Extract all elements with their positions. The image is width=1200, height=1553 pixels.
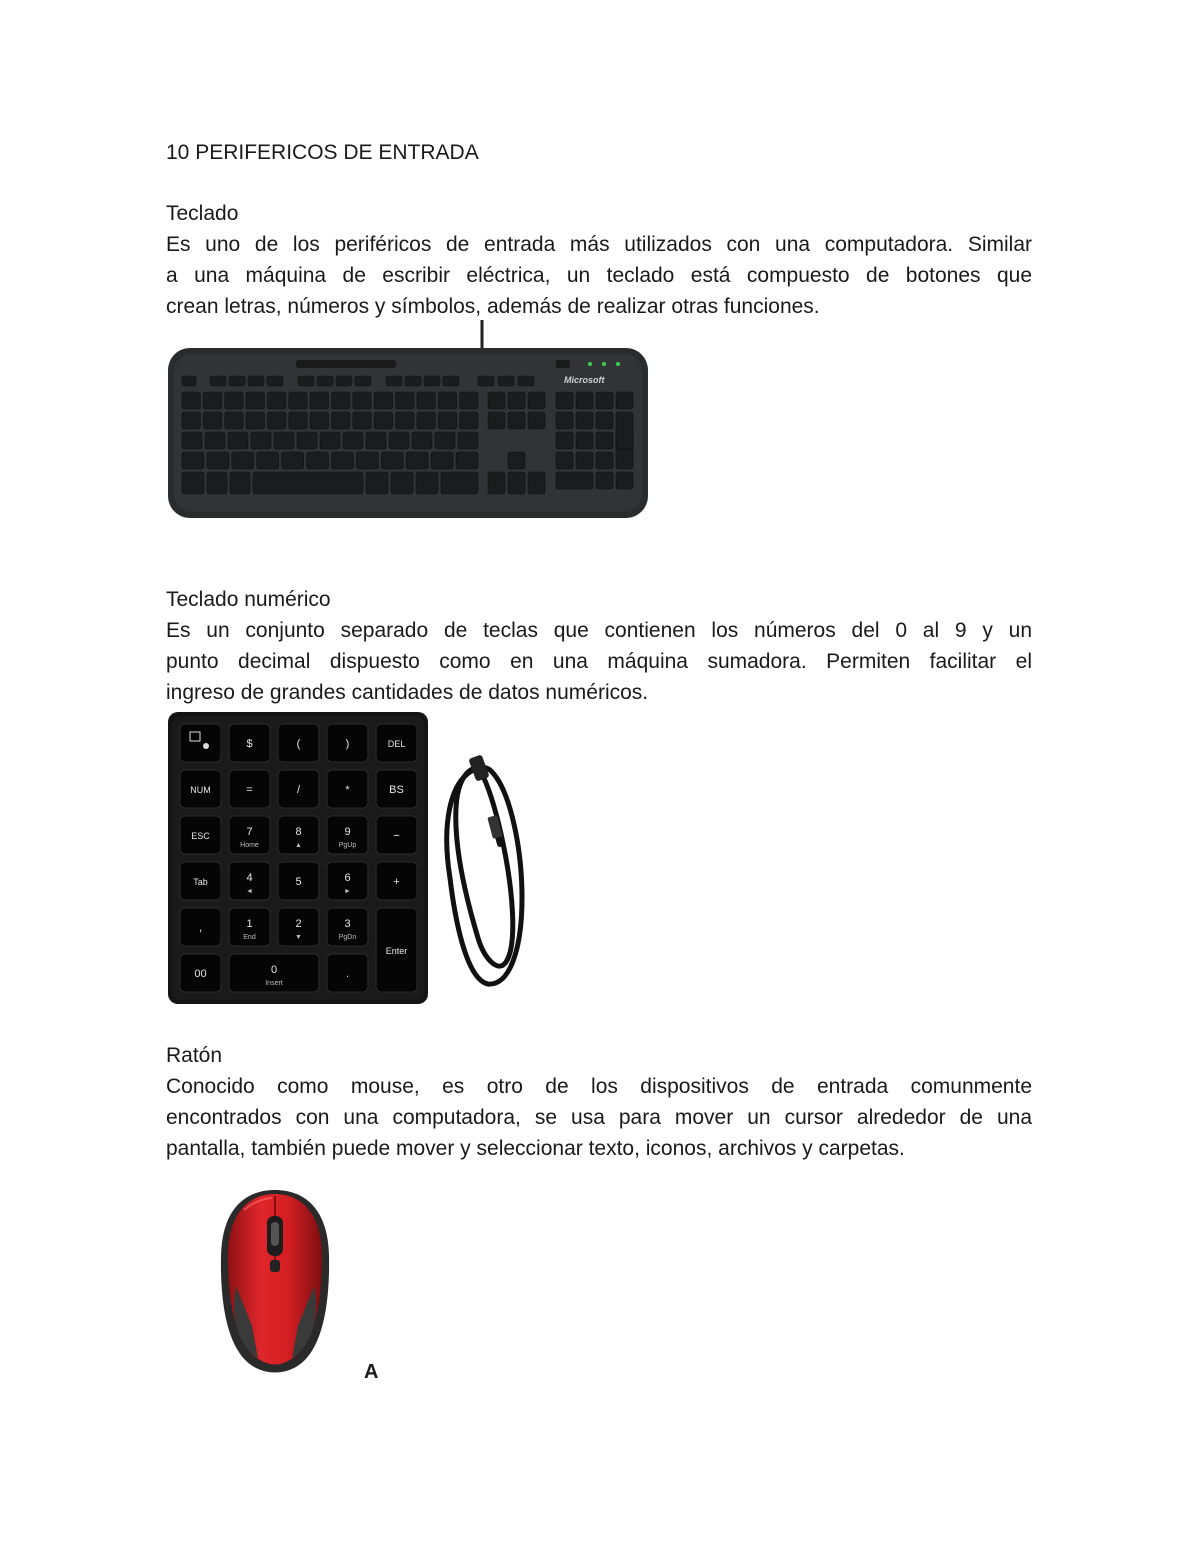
- keyboard-key: [424, 376, 440, 386]
- keyboard-key: [182, 376, 196, 386]
- keyboard-key: [307, 452, 329, 469]
- keyboard-key: [320, 432, 340, 449]
- numpad-key: [327, 770, 368, 808]
- svg-text:=: =: [246, 784, 253, 796]
- keyboard-key: [508, 412, 525, 429]
- section-heading-teclado-numerico: Teclado numérico: [166, 588, 331, 611]
- keyboard-key: [488, 472, 505, 494]
- keyboard-key: [438, 392, 456, 409]
- svg-text:BS: BS: [389, 784, 404, 796]
- keyboard-key: [182, 412, 200, 429]
- svg-text:NUM: NUM: [190, 785, 211, 795]
- keyboard-photo: [166, 320, 650, 522]
- numpad-key: [327, 862, 368, 900]
- keyboard-key: [498, 376, 514, 386]
- keyboard-key: [528, 412, 545, 429]
- keyboard-key: [366, 432, 386, 449]
- keyboard-key: [332, 392, 350, 409]
- keyboard-key: [456, 452, 478, 469]
- svg-text:Tab: Tab: [193, 877, 208, 887]
- document-title: 10 PERIFERICOS DE ENTRADA: [166, 141, 479, 164]
- keyboard-key: [435, 432, 455, 449]
- keyboard-key: [317, 376, 333, 386]
- keyboard-key: [298, 376, 314, 386]
- keyboard-key: [356, 452, 378, 469]
- keyboard-key: [508, 472, 525, 494]
- keyboard-key: [417, 412, 435, 429]
- keyboard-key: [205, 432, 225, 449]
- keyboard-key: [225, 412, 243, 429]
- numpad-key: [229, 908, 270, 946]
- svg-text:2: 2: [295, 918, 302, 930]
- svg-text:PgUp: PgUp: [338, 842, 357, 849]
- svg-text:8: 8: [295, 826, 302, 838]
- numpad-key: [376, 862, 417, 900]
- numpad-key: [376, 908, 417, 992]
- keyboard-key: [576, 392, 593, 409]
- numpad-photo: [166, 708, 430, 1006]
- keyboard-key: [353, 412, 371, 429]
- numpad-key: [327, 908, 368, 946]
- text-line: encontrados con una computadora, se usa para mover un cursor alrededor de una: [166, 1106, 1032, 1129]
- keyboard-key: [203, 412, 221, 429]
- keyboard-key: [353, 392, 371, 409]
- svg-text:): ): [345, 738, 350, 750]
- keyboard-key: [332, 412, 350, 429]
- numpad-key: [180, 908, 221, 946]
- section-heading-raton: Ratón: [166, 1044, 223, 1067]
- numpad-key: [229, 816, 270, 854]
- section-text-raton: [166, 1071, 1032, 1164]
- numpad-key: [229, 770, 270, 808]
- keyboard-key: [596, 472, 613, 489]
- keyboard-key: [336, 376, 352, 386]
- keyboard-key: [431, 452, 453, 469]
- keyboard-key: [225, 392, 243, 409]
- svg-text:7: 7: [246, 826, 253, 838]
- keyboard-key: [182, 452, 204, 469]
- keyboard-key: [596, 392, 613, 409]
- keyboard-key: [416, 472, 438, 494]
- svg-text:0: 0: [270, 964, 278, 976]
- keyboard-key: [282, 452, 304, 469]
- keyboard-key: [405, 376, 421, 386]
- svg-text:00: 00: [194, 968, 207, 980]
- keyboard-key: [576, 412, 593, 429]
- section-text-teclado-numerico: [166, 615, 1032, 708]
- keyboard-key: [267, 376, 283, 386]
- svg-text:9: 9: [344, 826, 351, 838]
- svg-text:6: 6: [344, 872, 351, 884]
- keyboard-key: [391, 472, 413, 494]
- keyboard-key: [251, 432, 271, 449]
- numpad-key: [180, 770, 221, 808]
- svg-text:*: *: [345, 784, 350, 796]
- keyboard-key: [518, 376, 534, 386]
- keyboard-key: [246, 412, 264, 429]
- keyboard-key: [207, 472, 227, 494]
- keyboard-key: [576, 432, 593, 449]
- svg-text:PgDn: PgDn: [338, 934, 357, 941]
- numpad-key: [327, 816, 368, 854]
- numpad-key: [327, 954, 368, 992]
- keyboard-key: [528, 472, 545, 494]
- numpad-key: [278, 908, 319, 946]
- numpad-key: [376, 816, 417, 854]
- keyboard-key: [332, 452, 354, 469]
- keyboard-key: [374, 392, 392, 409]
- svg-text:Insert: Insert: [265, 980, 283, 987]
- keyboard-key: [230, 472, 250, 494]
- svg-text:Enter: Enter: [385, 946, 408, 956]
- keyboard-key: [182, 472, 204, 494]
- keyboard-key: [267, 412, 285, 429]
- numpad-key: [278, 816, 319, 854]
- usb-cable-photo: [438, 748, 534, 990]
- numpad-key: [376, 770, 417, 808]
- keyboard-key: [232, 452, 254, 469]
- text-line: Es un conjunto separado de teclas que contienen los números del 0 al 9 y un: [166, 619, 1032, 642]
- keyboard-key: [248, 376, 264, 386]
- keyboard-key: [616, 472, 633, 489]
- keyboard-key: [460, 392, 478, 409]
- svg-text:►: ►: [344, 888, 351, 895]
- text-line: ingreso de grandes cantidades de datos numéricos.: [166, 681, 649, 704]
- section-heading-teclado: Teclado: [166, 202, 239, 225]
- text-line: punto decimal dispuesto como en una máquina sumadora. Permiten facilitar el: [166, 650, 1032, 673]
- numpad-key: [327, 724, 368, 762]
- text-line: pantalla, también puede mover y seleccionar texto, iconos, archivos y carpetas.: [166, 1137, 905, 1160]
- keyboard-key: [528, 392, 545, 409]
- svg-text:(: (: [296, 738, 301, 750]
- numpad-key: [278, 724, 319, 762]
- numpad-key: [376, 724, 417, 762]
- keyboard-key: [576, 452, 593, 469]
- keyboard-key: [289, 392, 307, 409]
- keyboard-key: [289, 412, 307, 429]
- keyboard-key: [366, 472, 388, 494]
- svg-text:/: /: [296, 784, 301, 796]
- keyboard-key: [438, 412, 456, 429]
- keyboard-key: [182, 392, 200, 409]
- section-text-teclado: [166, 229, 1032, 322]
- keyboard-key: [616, 412, 633, 449]
- keyboard-key: [441, 472, 478, 494]
- keyboard-key: [478, 376, 494, 386]
- text-line: Conocido como mouse, es otro de los dispositivos de entrada comunmente: [166, 1075, 1032, 1098]
- keyboard-key: [207, 452, 229, 469]
- svg-text:◄: ◄: [246, 888, 253, 895]
- numpad-key: [229, 862, 270, 900]
- svg-text:End: End: [243, 934, 256, 941]
- svg-text:5: 5: [295, 876, 302, 888]
- keyboard-key: [274, 432, 294, 449]
- svg-text:4: 4: [246, 872, 253, 884]
- keyboard-key: [417, 392, 435, 409]
- keyboard-key: [257, 452, 279, 469]
- keyboard-key: [386, 376, 402, 386]
- svg-text:$: $: [246, 738, 253, 750]
- text-line: crean letras, números y símbolos, además de realizar otras funciones.: [166, 295, 820, 318]
- keyboard-key: [182, 432, 202, 449]
- svg-text:▼: ▼: [295, 934, 302, 941]
- keyboard-key: [389, 432, 409, 449]
- keyboard-key: [596, 412, 613, 429]
- keyboard-brand-logo: Microsoft: [564, 375, 605, 385]
- keyboard-key: [253, 472, 363, 494]
- keyboard-key: [203, 392, 221, 409]
- numpad-key: [180, 724, 221, 762]
- svg-text:−: −: [393, 830, 400, 842]
- numpad-key: [180, 862, 221, 900]
- bluetooth-icon: [203, 743, 209, 749]
- keyboard-key: [406, 452, 428, 469]
- keyboard-key: [396, 392, 414, 409]
- keyboard-key: [596, 452, 613, 469]
- svg-text:+: +: [393, 876, 400, 888]
- keyboard-key: [556, 392, 573, 409]
- keyboard-key: [246, 392, 264, 409]
- keyboard-key: [616, 392, 633, 409]
- text-line: Es uno de los periféricos de entrada más utilizados con una computadora. Similar: [166, 233, 1032, 256]
- numpad-key: [278, 770, 319, 808]
- keyboard-key: [556, 432, 573, 449]
- svg-text:Home: Home: [240, 842, 259, 849]
- keyboard-key: [396, 412, 414, 429]
- keyboard-key: [556, 452, 573, 469]
- keyboard-key: [556, 472, 593, 489]
- keyboard-key: [310, 412, 328, 429]
- keyboard-key: [556, 412, 573, 429]
- numpad-key: [180, 954, 221, 992]
- keyboard-key: [412, 432, 432, 449]
- svg-text:▲: ▲: [295, 842, 302, 849]
- numpad-key: [278, 862, 319, 900]
- svg-text:ESC: ESC: [191, 831, 210, 841]
- keyboard-key: [460, 412, 478, 429]
- keyboard-key: [488, 412, 505, 429]
- svg-text:DEL: DEL: [387, 739, 406, 749]
- figure-label: A: [364, 1361, 379, 1383]
- svg-text:.: .: [345, 968, 350, 980]
- keyboard-key: [228, 432, 248, 449]
- numpad-key: [180, 816, 221, 854]
- keyboard-key: [310, 392, 328, 409]
- keyboard-key: [229, 376, 245, 386]
- keyboard-key: [508, 452, 525, 469]
- keyboard-key: [443, 376, 459, 386]
- mouse-photo: [216, 1186, 334, 1376]
- keyboard-key: [297, 432, 317, 449]
- numpad-key: [229, 724, 270, 762]
- keyboard-key: [458, 432, 478, 449]
- keyboard-key: [596, 432, 613, 449]
- keyboard-key: [210, 376, 226, 386]
- svg-text:,: ,: [198, 922, 203, 934]
- keyboard-key: [381, 452, 403, 469]
- keyboard-key: [374, 412, 392, 429]
- numpad-key: [229, 954, 319, 992]
- keyboard-key: [355, 376, 371, 386]
- svg-text:3: 3: [344, 918, 351, 930]
- keyboard-key: [508, 392, 525, 409]
- keyboard-key: [343, 432, 363, 449]
- svg-text:1: 1: [246, 918, 253, 930]
- keyboard-key: [267, 392, 285, 409]
- text-line: a una máquina de escribir eléctrica, un teclado está compuesto de botones que: [166, 264, 1032, 287]
- keyboard-key: [488, 392, 505, 409]
